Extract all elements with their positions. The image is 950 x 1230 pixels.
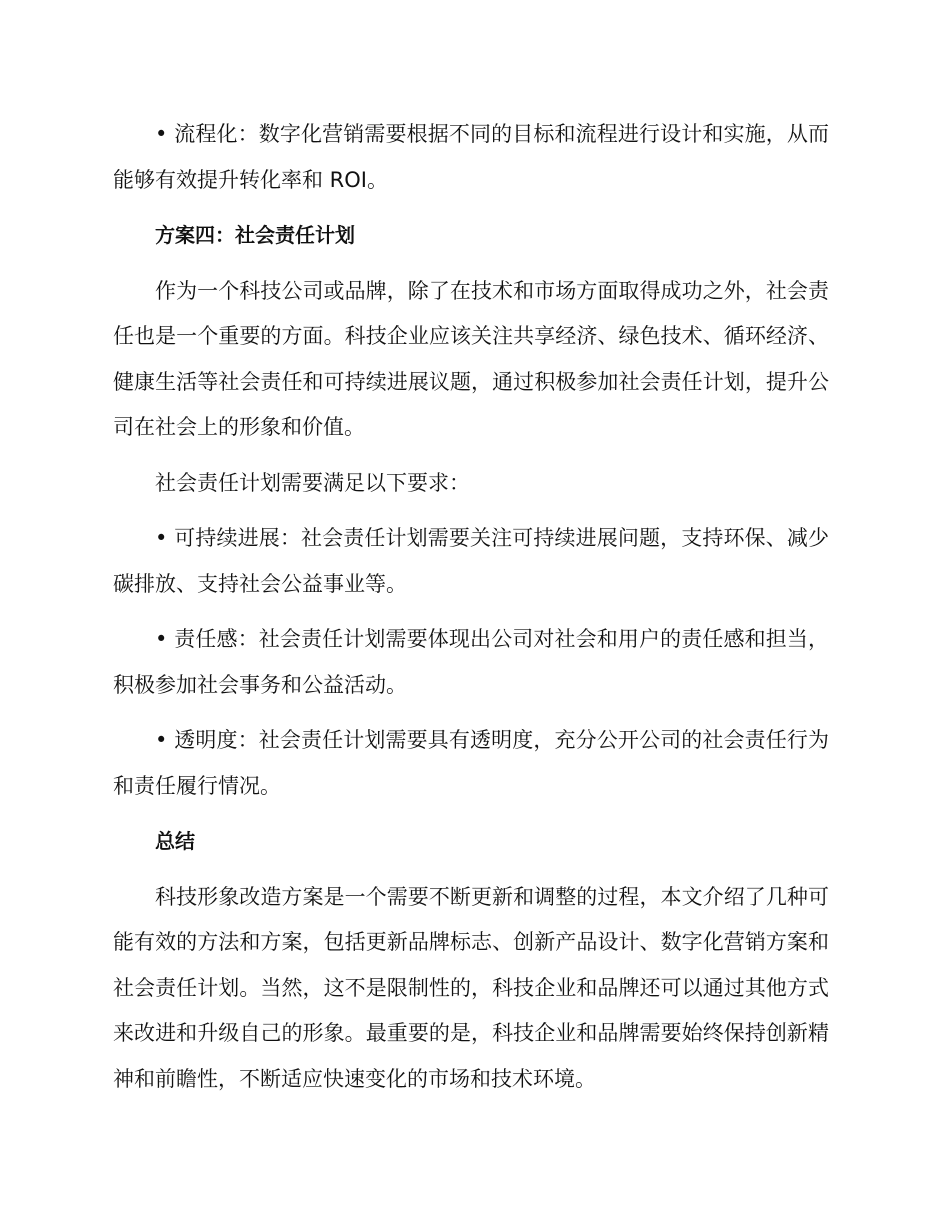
paragraph-summary: 科技形象改造方案是一个需要不断更新和调整的过程，本文介绍了几种可能有效的方法和方案，包括更新品牌标志、创新产品设计、数字化营销方案和社会责任计划。当然，这不是限制性的，科技企业和品牌还可以通过其他方式来改进和升级自己的形象。最重要的是，科技企业和品牌需要始终保持创新精神和前瞻性，不断适应快速变化的市场和技术环境。	[113, 884, 829, 1091]
heading-summary: 总结	[155, 829, 195, 853]
bullet-responsibility: • 责任感：社会责任计划需要体现出公司对社会和用户的责任感和担当，积极参加社会事务和公益活动。	[113, 627, 829, 697]
paragraph-requirements: 社会责任计划需要满足以下要求：	[155, 470, 470, 495]
bullet-transparency: • 透明度：社会责任计划需要具有透明度，充分公开公司的社会责任行为和责任履行情况。	[113, 728, 829, 798]
document-body	[113, 112, 829, 1102]
bullet-sustainable: • 可持续进展：社会责任计划需要关注可持续进展问题，支持环保、减少碳排放、支持社会公益事业等。	[113, 526, 829, 596]
bullet-process: • 流程化：数字化营销需要根据不同的目标和流程进行设计和实施，从而能够有效提升转化率和 ROI。	[113, 122, 829, 192]
heading-plan-four: 方案四：社会责任计划	[155, 223, 355, 247]
paragraph-intro: 作为一个科技公司或品牌，除了在技术和市场方面取得成功之外，社会责任也是一个重要的方面。科技企业应该关注共享经济、绿色技术、循环经济、健康生活等社会责任和可持续进展议题，通过积极参加社会责任计划，提升公司在社会上的形象和价值。	[113, 278, 829, 439]
